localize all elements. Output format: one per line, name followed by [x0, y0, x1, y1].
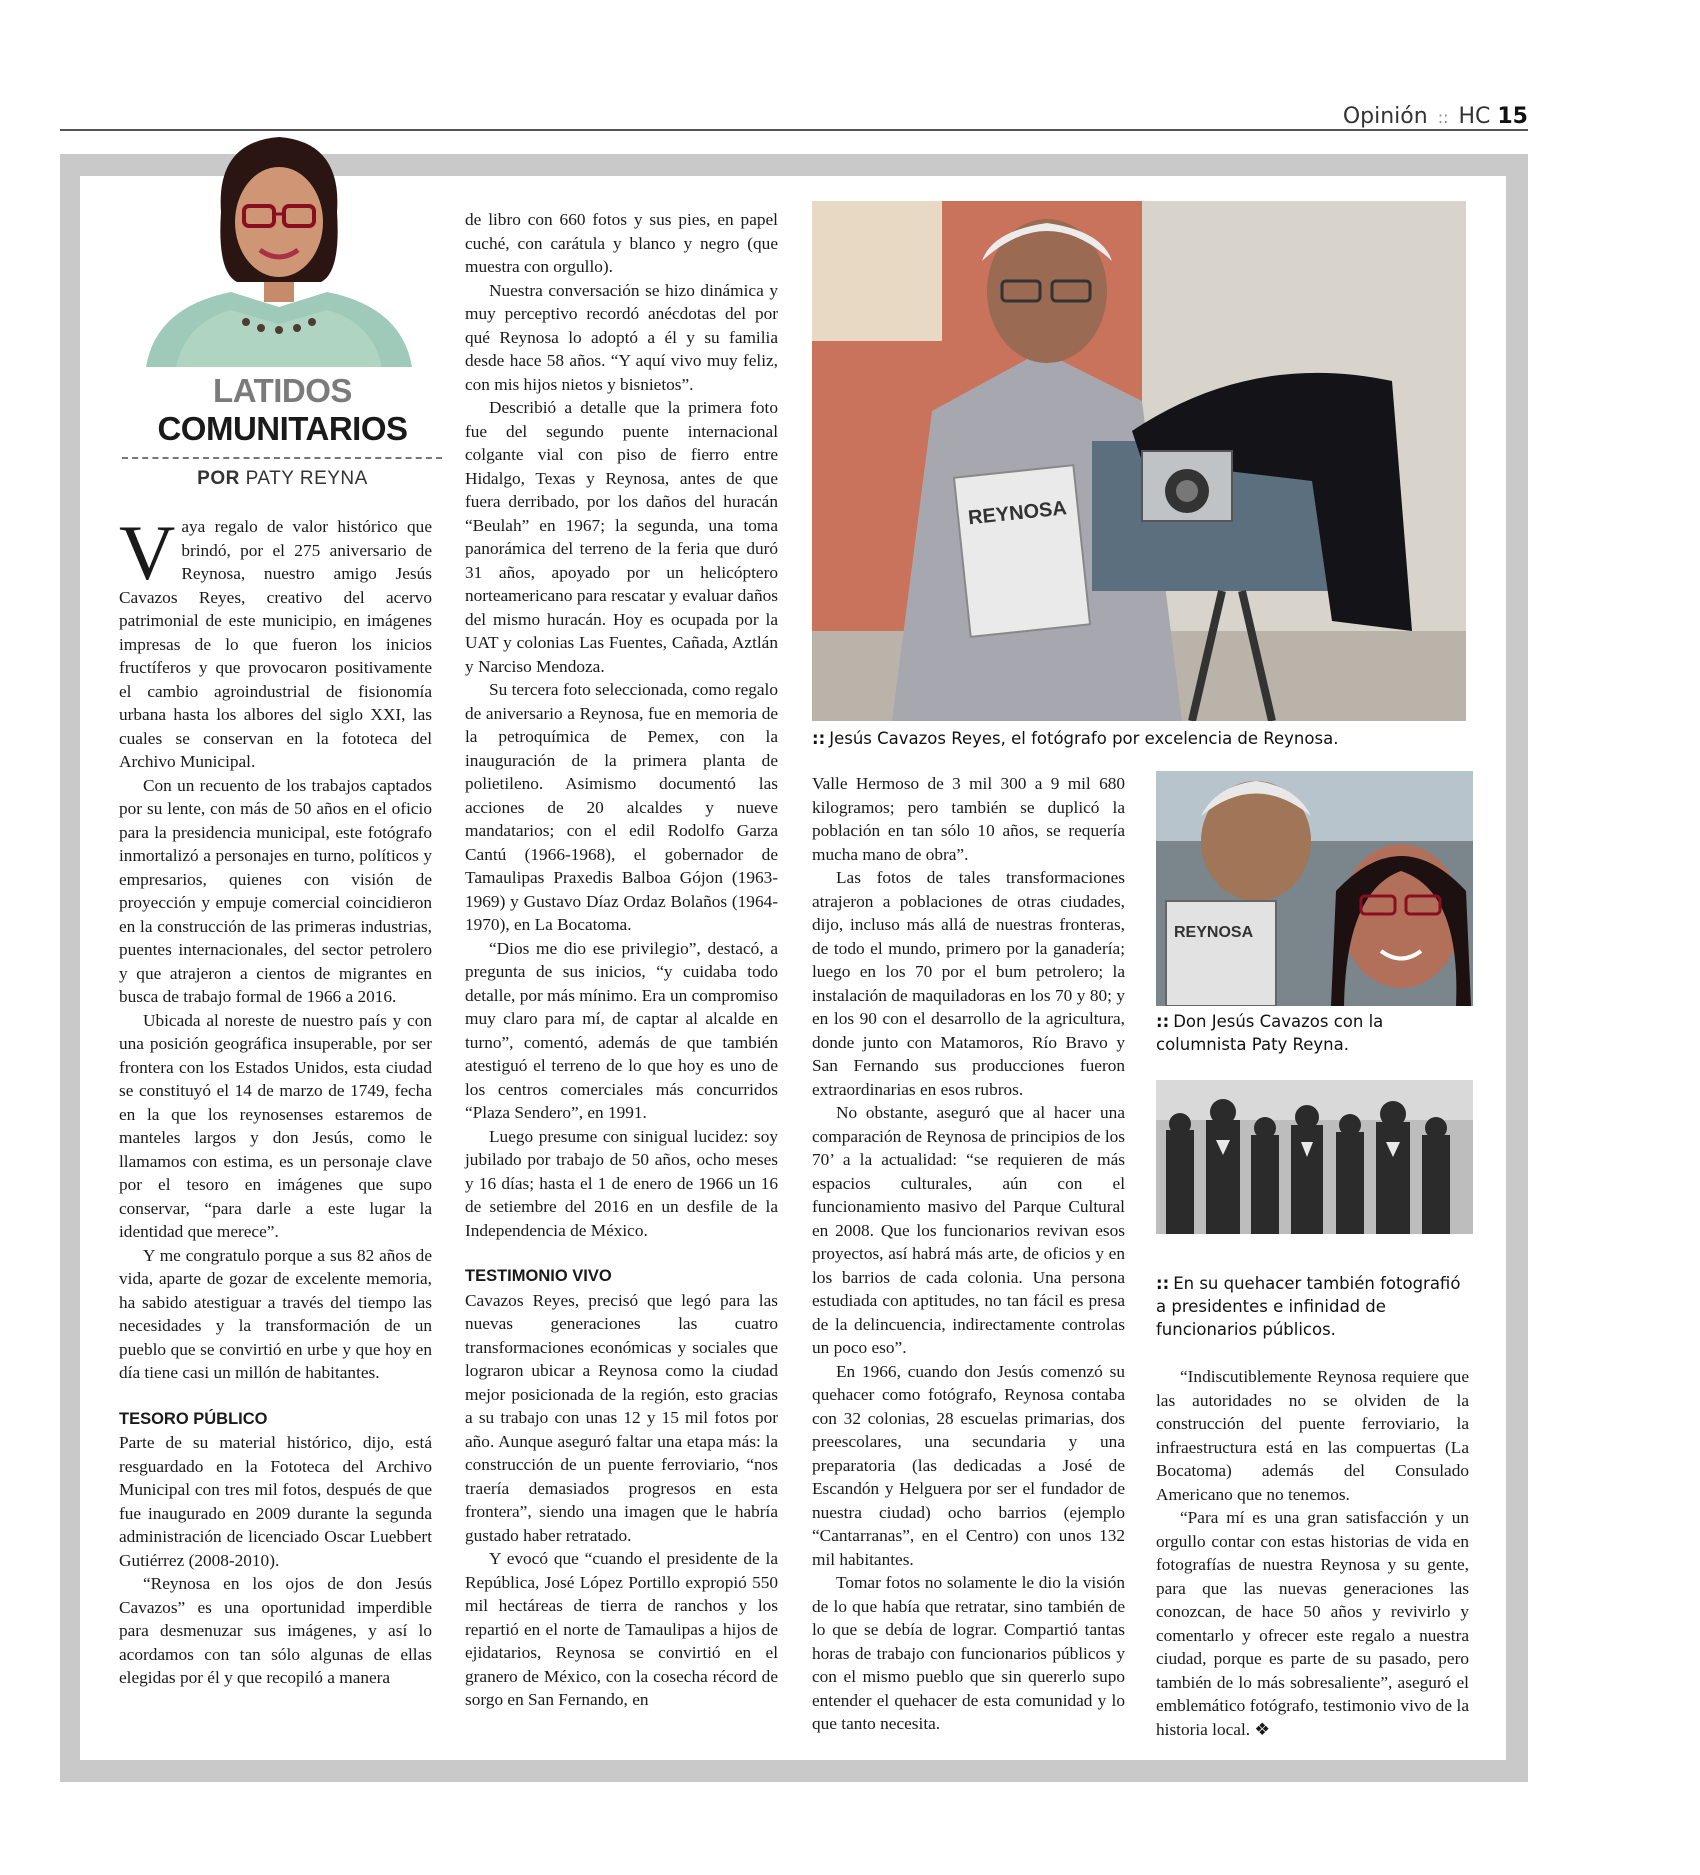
photo-selfie-with-columnist — [1156, 771, 1473, 1006]
article-paragraph: Vaya regalo de valor histórico que brindó, por el 275 aniversario de Reynosa, nuestro amigo Jesús Cavazos Reyes, creativo del acervo patrimonial de este municipio, en imágenes impresas de lo que fueron los inicios fructíferos y que provocaron positivamente el cambio agroindustrial de fisionomía urbana hasta los albores del siglo XXI, las cuales se conservan en la fototeca del Archivo Municipal. — [119, 509, 432, 771]
article-paragraph: Con un recuento de los trabajos captados por su lente, con más de 50 años en el oficio para la presidencia municipal, este fotógrafo inmortalizó a personajes en turno, políticos y empresarios, quienes con visión de proyección y empuje comercial coincidieron en la construcción de las primeras industrias, puentes internacionales, del sector petrolero y que atrajeron a cientos de migrantes en busca de trabajo formal de 1966 a 2016. — [119, 775, 432, 1006]
paper-name: HC — [1458, 104, 1491, 129]
article-paragraph: “Reynosa en los ojos de don Jesús Cavazos” es una oportunidad imperdible para desmenuzar sus imágenes, y así lo acordamos con tan sólo algunas de ellas elegidas por él y que recopiló a manera — [119, 1574, 432, 1687]
article-paragraph: Describió a detalle que la primera foto fue del segundo puente internacional colgante vial con piso de fierro entre Hidalgo, Texas y Reynosa, antes de que fuera derribado, por los daños del huracán “Beulah” en 1967; la segunda, una toma panorámica del terreno de la feria que duró 31 años, apoyado por un helicóptero norteamericano para rescatar y evaluar daños del mismo huracán. Hoy es ocupada por la UAT y colonias Las Fuentes, Cañada, Aztlán y Narciso Mendoza. — [465, 398, 778, 676]
page-header — [1343, 104, 1528, 129]
byline-label: POR — [197, 468, 240, 489]
article-paragraph: Las fotos de tales transformaciones atrajeron a poblaciones de otras ciudades, dijo, incluso más allá de nuestras fronteras, de todo el mundo, primero por la ganadería; luego en los 70 por el bum petrolero; la instalación de maquiladoras en los 70 y 80; y en los 90 con el desarrollo de la agricultura, donde junto con Matamoros, Río Bravo y San Fernando sus producciones fueron extraordinarias en esos rubros. — [812, 868, 1125, 1099]
subheading-testimonio: TESTIMONIO VIVO — [465, 1267, 612, 1285]
article-paragraph: Tomar fotos no solamente le dio la visión de lo que había que retratar, sino también de lo que se debía de lograr. Compartió tantas horas de trabajo con funcionarios públicos y con el mismo pueblo que sin quererlo supo entender el quehacer de esta comunidad y lo que tanto necesita. — [812, 1573, 1125, 1733]
article-paragraph: “Indiscutiblemente Reynosa requiere que las autoridades no se olviden de la construcción del puente ferroviario, la infraestructura está en las compuertas (La Bocatoma) además del Consulado Americano que no tenemos. — [1156, 1367, 1469, 1504]
title-divider — [122, 457, 442, 459]
header-separator: :: — [1437, 108, 1449, 127]
article-paragraph: “Para mí es una gran satisfacción y un orgullo contar con estas historias de vida en fotografías de nuestra Reynosa y su gente, para que las nuevas generaciones las conozcan, de hace 50 años y revivirlo y comentarlo y ofrecer este regalo a nuestra ciudad, porque es parte de su pasado, pero también de lo más sobresaliente”, aseguró el emblemático fotógrafo, testimonio vivo de la historia local. ❖ — [1156, 1508, 1469, 1739]
drop-cap: V — [119, 509, 176, 596]
article-paragraph: de libro con 660 fotos y sus pies, en papel cuché, con carátula y blanco y negro (que muestra con orgullo). — [465, 210, 778, 276]
photo-historic-officials — [1156, 1080, 1473, 1234]
article-paragraph: No obstante, aseguró que al hacer una comparación de Reynosa de principios de los 70’ a la actualidad: “se requieren de más espacios culturales, aún con el funcionamiento masivo del Parque Cultural en 2008. Que los funcionarios revivan esos proyectos, así habrá más arte, de oficios y en los barrios de cada colonia. Una persona estudiada con aptitudes, no tan fácil es presa de la delincuencia, indirectamente controlas un poco eso”. — [812, 1103, 1125, 1357]
photo-photographer-with-camera — [812, 201, 1466, 721]
article-paragraph: Su tercera foto seleccionada, como regalo de aniversario a Reynosa, fue en memoria de la petroquímica de Pemex, con la inauguración de la primera planta de polietileno. Asimismo documentó las acciones de 20 alcaldes y nueve mandatarios; con el edil Rodolfo Garza Cantú (1966-1968), el gobernador de Tamaulipas Praxedis Balboa Gójon (1963-1969) y Gustavo Díaz Ordaz Bolaños (1964-1970), en La Bocatoma. — [465, 680, 778, 934]
caption-historic: :: En su quehacer también fotografió a presidentes e infinidad de funcionarios públicos. — [1156, 1274, 1461, 1339]
article-paragraph: Ubicada al noreste de nuestro país y con una posición geográfica insuperable, por ser frontera con los Estados Unidos, esta ciudad se constituyó el 14 de marzo de 1749, fecha en la que los reynosenses estaremos de manteles largos y don Jesús, como le llamamos con estima, es un personaje clave por el tesoro en imágenes que supo conservar, “para darle a este lugar la identidad que merece”. — [119, 1010, 432, 1241]
subheading-tesoro: TESORO PÚBLICO — [119, 1409, 268, 1428]
article-paragraph: “Dios me dio ese privilegio”, destacó, a pregunta de sus inicios, “y cuidaba todo detalle, por más mínimo. Era un compromiso muy claro para mí, de captar al alcalde en turno”, comentó, además de que también atestiguó el terreno de lo que hoy es uno de los centros comerciales más concurridos “Plaza Sendero”, en 1991. — [465, 938, 778, 1122]
byline — [120, 468, 445, 490]
article-paragraph: Y evocó que “cuando el presidente de la República, José López Portillo expropió 550 mil hectáreas de tierra de ranchos y los repartió en el norte de Tamaulipas a hijos de ejidatarios, Reynosa se convirtió en el granero de México, con la cosecha récord de sorgo en San Fernando, en — [465, 1549, 778, 1709]
article-paragraph: En 1966, cuando don Jesús comenzó su quehacer como fotógrafo, Reynosa contaba con 32 colonias, 28 escuelas primarias, dos preescolares, una secundaria y una preparatoria (las dedicadas a José de Escandón y Helguera por ser el fundador de nuestra ciudad) ocho barrios (ejemplo “Cantarranas”, en el Centro) con unos 132 mil habitantes. — [812, 1361, 1125, 1569]
columnist-portrait — [136, 132, 422, 367]
column-title — [120, 372, 445, 448]
article-paragraph: Cavazos Reyes, precisó que legó para las nuevas generaciones las cuatro transformaciones económicas y sociales que lograron ubicar a Reynosa como la ciudad mejor posicionada de la región, esto gracias a su trabajo con unas 12 y 15 mil fotos por año. Aunque aseguró faltar una etapa más: la construcción de un puente ferroviario, “nos traería demasiados progresos en esta frontera”, siendo una imagen que le habría gustado haber retratado. — [465, 1290, 778, 1545]
article-column-1 — [119, 509, 432, 1690]
caption-selfie: :: Don Jesús Cavazos con la columnista Paty Reyna. — [1156, 1012, 1384, 1054]
column-title-line1: LATIDOS — [213, 372, 352, 409]
author-name: PATY REYNA — [245, 468, 368, 489]
selfie-book-title: REYNOSA — [1174, 924, 1254, 941]
section-name: Opinión — [1342, 104, 1428, 129]
article-paragraph: Valle Hermoso de 3 mil 300 a 9 mil 680 kilogramos; pero también se duplicó la población en tan sólo 10 años, se requería mucha mano de obra”. — [812, 774, 1125, 864]
article-paragraph: Parte de su material histórico, dijo, está resguardado en la Fototeca del Archivo Municipal con tres mil fotos, después de que fue inaugurado en 2009 durante la segunda administración de licenciado Oscar Luebbert Gutiérrez (2008-2010). — [119, 1433, 432, 1570]
book-cover-title: REYNOSA — [967, 497, 1068, 530]
article-paragraph: Luego presume con sinigual lucidez: soy jubilado por trabajo de 50 años, ocho meses y 16 días; hasta el 1 de enero de 1966 un 16 de setiembre del 2016 en un desfile de la Independencia de México. — [465, 1126, 778, 1240]
article-column-2 — [465, 208, 778, 1712]
end-mark: ❖ — [1254, 1719, 1270, 1739]
article-paragraph: Y me congratulo porque a sus 82 años de vida, aparte de gozar de excelente memoria, ha sabido atestiguar a través del tiempo las necesidades y la transformación de un pueblo que se convirtió en urbe y que hoy en día tiene casi un millón de habitantes. — [119, 1245, 432, 1382]
column-title-line2: COMUNITARIOS — [157, 410, 408, 447]
caption-main-photo: :: Jesús Cavazos Reyes, el fotógrafo por excelencia de Reynosa. — [812, 729, 1339, 748]
article-paragraph: Nuestra conversación se hizo dinámica y muy perceptivo recordó anécdotas del por qué Reynosa lo adoptó a él y su familia desde hace 58 años. “Y aquí vivo muy feliz, con mis hijos nietos y bisnietos”. — [465, 280, 778, 394]
header-rule — [60, 129, 1528, 131]
article-column-3 — [812, 772, 1125, 1736]
page-number: 15 — [1497, 104, 1528, 129]
article-column-4 — [1156, 1365, 1469, 1741]
